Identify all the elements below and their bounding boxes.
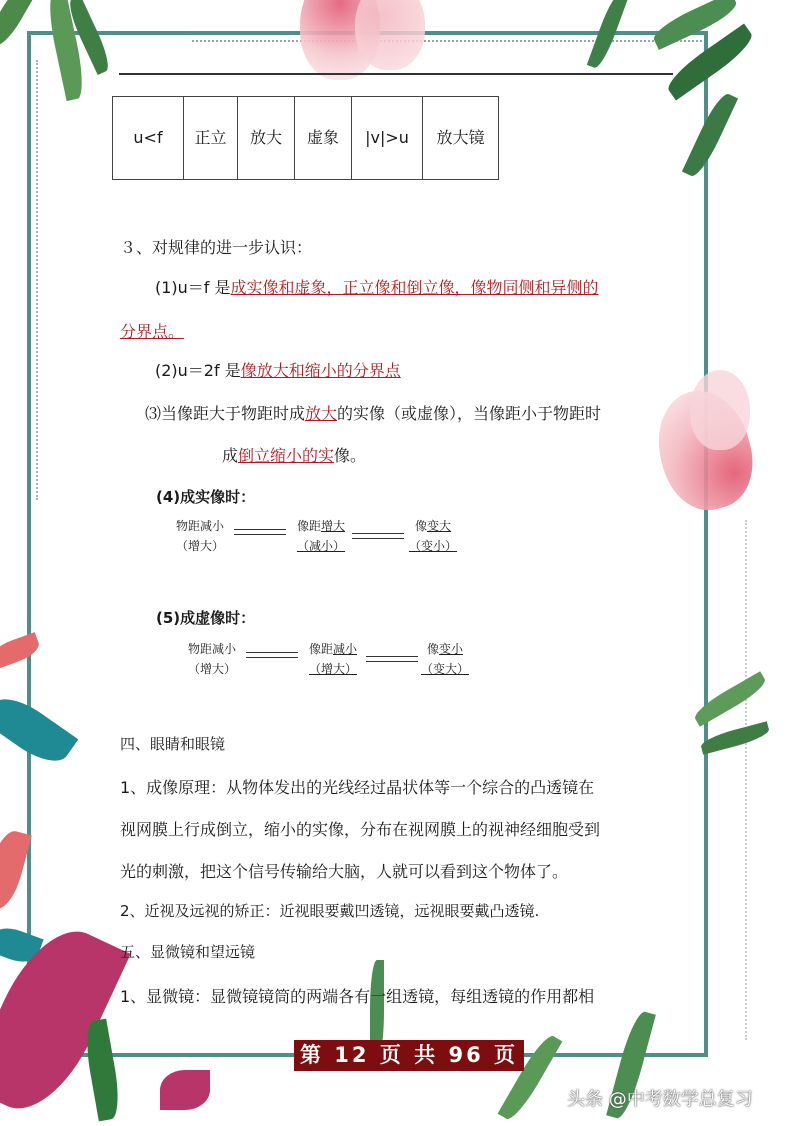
rule-item-1-prefix: (1)u＝f 是	[155, 278, 231, 297]
node-bottom-label: （增大）	[175, 539, 224, 553]
dotted-border-right	[745, 520, 747, 1040]
diagram-node-image-size	[420, 639, 470, 679]
highlighted-text: 成实像和虚象，正立像和倒立像，像物同侧和异侧的	[230, 278, 599, 297]
paragraph-line: 2、近视及远视的矫正：近视眼要戴凹透镜，远视眼要戴凸透镜.	[120, 902, 540, 920]
highlighted-text: 放大	[305, 404, 338, 423]
rule-item-3-text: 成	[222, 446, 239, 465]
bidirectional-arrow-icon	[366, 654, 418, 664]
node-bottom-label: （增大）	[308, 662, 357, 676]
diagram-node-image-size	[408, 516, 458, 556]
node-bottom-label: （变大）	[420, 662, 469, 676]
highlighted-text: 像放大和缩小的分界点	[240, 361, 401, 380]
table-cell-image-distance: |v|>u	[352, 97, 423, 180]
table-cell-orientation: 正立	[184, 97, 238, 180]
node-top-label: 像距减小	[308, 642, 358, 656]
diagram-node-object-distance	[182, 639, 242, 679]
diagram-node-object-distance	[170, 516, 230, 556]
node-top-label: 像距增大	[296, 519, 346, 533]
paragraph-line: 视网膜上行成倒立，缩小的实像，分布在视网膜上的视神经细胞受到	[120, 820, 601, 839]
bidirectional-arrow-icon	[352, 531, 404, 541]
highlighted-text: 倒立缩小的实	[238, 446, 335, 465]
dotted-border-left	[36, 60, 38, 500]
rule-item-1-continued: 分界点。	[120, 322, 185, 341]
paragraph-line: 1、显微镜：显微镜镜筒的两端各有一组透镜，每组透镜的作用都相	[120, 987, 595, 1006]
rule-item-3-text: 的实像（或虚像），当像距小于物距时	[337, 404, 602, 423]
header-rule	[119, 73, 673, 75]
node-top-label: 像变小	[426, 642, 464, 656]
node-top-label: 物距减小	[175, 519, 224, 533]
rule-item-2-prefix: (2)u＝2f 是	[155, 361, 241, 380]
rule-item-5-title: (5)成虚像时：	[156, 609, 256, 627]
flower-decoration-icon	[355, 0, 425, 70]
section-heading: ３、对规律的进一步认识：	[120, 238, 313, 257]
section-heading: 五、显微镜和望远镜	[120, 943, 256, 961]
node-top-label: 物距减小	[187, 642, 236, 656]
table-cell-application: 放大镜	[423, 97, 499, 180]
leaf-decoration-icon	[699, 721, 771, 755]
bidirectional-arrow-icon	[234, 527, 286, 537]
rule-item-3-text: ⑶当像距大于物距时成	[145, 404, 306, 423]
bidirectional-arrow-icon	[246, 650, 298, 660]
source-watermark: 头条 @中考数学总复习	[567, 1089, 753, 1110]
table-cell-image-type: 虚象	[295, 97, 352, 180]
rule-item-2	[155, 358, 401, 381]
node-bottom-label: （变小）	[408, 539, 457, 553]
leaf-decoration-icon	[160, 1070, 210, 1110]
table-row	[113, 97, 499, 180]
table-cell-condition: u<f	[113, 97, 184, 180]
paragraph-line: 1、成像原理：从物体发出的光线经过晶状体等一个综合的凸透镜在	[120, 778, 595, 797]
rule-item-3-text: 像。	[334, 446, 367, 465]
rule-item-3	[145, 401, 601, 424]
node-bottom-label: （增大）	[187, 662, 236, 676]
paragraph-line: 光的刺激，把这个信号传输给大脑，人就可以看到这个物体了。	[120, 862, 569, 881]
dotted-border-top	[192, 40, 702, 42]
node-top-label: 像变大	[414, 519, 452, 533]
rule-item-4-title: (4)成实像时：	[156, 488, 256, 506]
flower-decoration-icon	[690, 370, 750, 450]
diagram-node-image-distance	[290, 516, 352, 556]
table-cell-size: 放大	[238, 97, 295, 180]
rule-item-1	[155, 275, 599, 298]
lens-rule-table	[112, 96, 499, 180]
node-bottom-label: （减小）	[296, 539, 345, 553]
section-heading: 四、眼睛和眼镜	[120, 735, 226, 753]
page-number-badge: 第 12 页 共 96 页	[294, 1040, 524, 1071]
rule-item-3-continued	[222, 443, 366, 466]
diagram-node-image-distance	[302, 639, 364, 679]
